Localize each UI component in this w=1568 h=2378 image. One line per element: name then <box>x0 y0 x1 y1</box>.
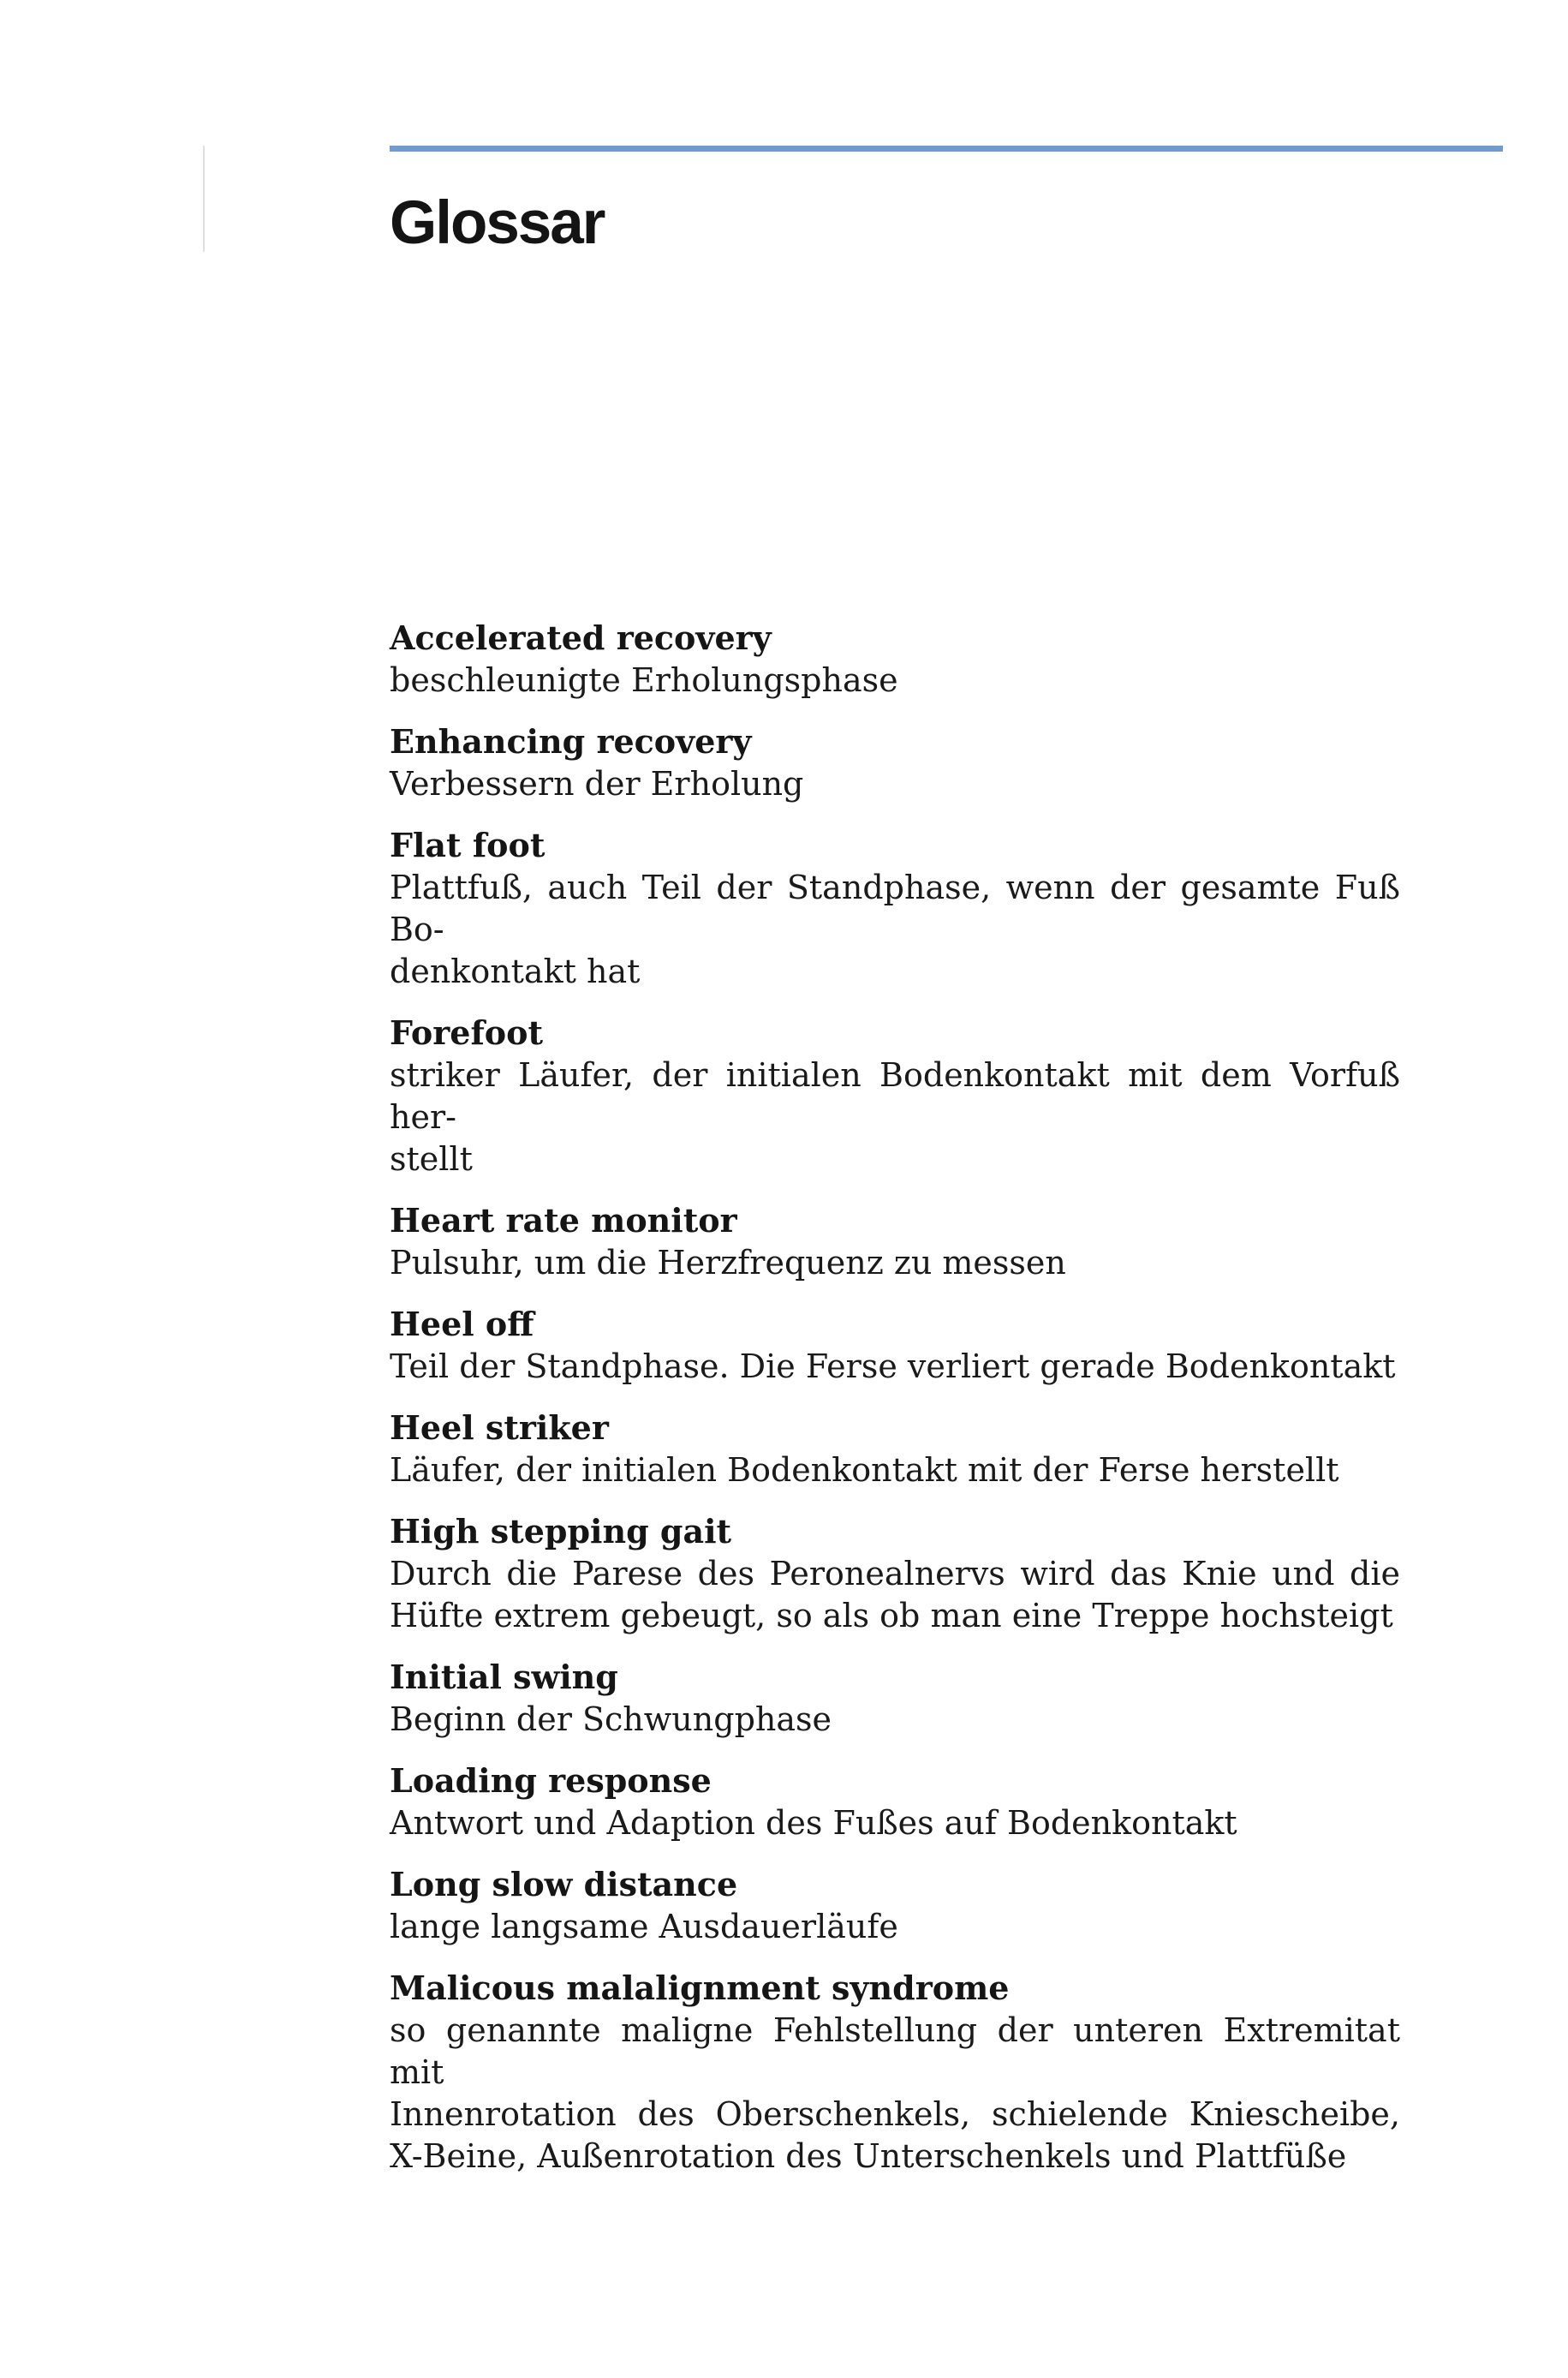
glossary-entry-initial-swing <box>390 1656 1400 1741</box>
glossary-entry-long-slow-distance <box>390 1863 1400 1948</box>
glossary-definition <box>390 1553 1400 1637</box>
glossary-entry-heart-rate-monitor <box>390 1199 1400 1284</box>
definition-line: X-Beine, Außenrotation des Unterschenkels und Plattfüße <box>390 2137 1347 2175</box>
glossary-list <box>390 617 1400 2196</box>
glossary-definition: Teil der Standphase. Die Ferse verliert gerade Bodenkontakt <box>390 1347 1396 1385</box>
glossary-entry-heel-off <box>390 1303 1400 1388</box>
glossary-term: Heel off <box>390 1305 534 1343</box>
glossary-definition: Beginn der Schwungphase <box>390 1700 832 1738</box>
glossary-term: Heart rate monitor <box>390 1201 737 1240</box>
glossary-entry-loading-response <box>390 1760 1400 1844</box>
definition-line: Plattfuß, auch Teil der Standphase, wenn der gesamte Fuß Bo- <box>390 869 1400 948</box>
glossary-entry-malicous-malalignment-syndrome <box>390 1967 1400 2178</box>
definition-line: Durch die Parese des Peronealnervs wird das Knie und die <box>390 1555 1400 1592</box>
glossary-definition: beschleunigte Erholungsphase <box>390 661 898 699</box>
glossary-term: Forefoot <box>390 1013 544 1052</box>
chapter-rule <box>390 146 1503 152</box>
glossary-entry-forefoot <box>390 1012 1400 1180</box>
glossary-term: Loading response <box>390 1761 712 1800</box>
glossary-entry-high-stepping-gait <box>390 1510 1400 1637</box>
definition-line: so genannte maligne Fehlstellung der unteren Extremitat mit <box>390 2011 1400 2091</box>
page-title: Glossar <box>390 189 605 257</box>
definition-line: Hüfte extrem gebeugt, so als ob man eine Treppe hochsteigt <box>390 1597 1393 1634</box>
glossary-definition <box>390 867 1400 993</box>
definition-line: Innenrotation des Oberschenkels, schielende Kniescheibe, <box>390 2095 1400 2133</box>
glossary-term: Flat foot <box>390 826 546 864</box>
glossary-definition: Pulsuhr, um die Herzfrequenz zu messen <box>390 1244 1066 1282</box>
glossary-term: Malicous malalignment syndrome <box>390 1969 1010 2007</box>
definition-line: denkontakt hat <box>390 953 641 990</box>
glossary-definition: Antwort und Adaption des Fußes auf Bodenkontakt <box>390 1804 1237 1842</box>
glossary-term: Accelerated recovery <box>390 618 772 657</box>
glossary-entry-flat-foot <box>390 824 1400 993</box>
glossary-definition: Verbessern der Erholung <box>390 765 804 803</box>
glossary-definition: Läufer, der initialen Bodenkontakt mit der Ferse herstellt <box>390 1451 1339 1489</box>
glossary-definition <box>390 1055 1400 1180</box>
definition-line: stellt <box>390 1140 473 1178</box>
page-edge-mark <box>203 146 205 252</box>
definition-line: striker Läufer, der initialen Bodenkontakt mit dem Vorfuß her- <box>390 1056 1400 1136</box>
glossary-term: High stepping gait <box>390 1512 732 1550</box>
glossary-term: Initial swing <box>390 1658 618 1696</box>
glossary-term: Enhancing recovery <box>390 722 752 761</box>
glossary-entry-heel-striker <box>390 1407 1400 1491</box>
glossary-term: Long slow distance <box>390 1865 738 1903</box>
glossary-definition <box>390 2010 1400 2178</box>
glossary-definition: lange langsame Ausdauerläufe <box>390 1908 898 1945</box>
glossary-term: Heel striker <box>390 1408 609 1447</box>
glossary-entry-accelerated-recovery <box>390 617 1400 702</box>
glossary-entry-enhancing-recovery <box>390 720 1400 805</box>
